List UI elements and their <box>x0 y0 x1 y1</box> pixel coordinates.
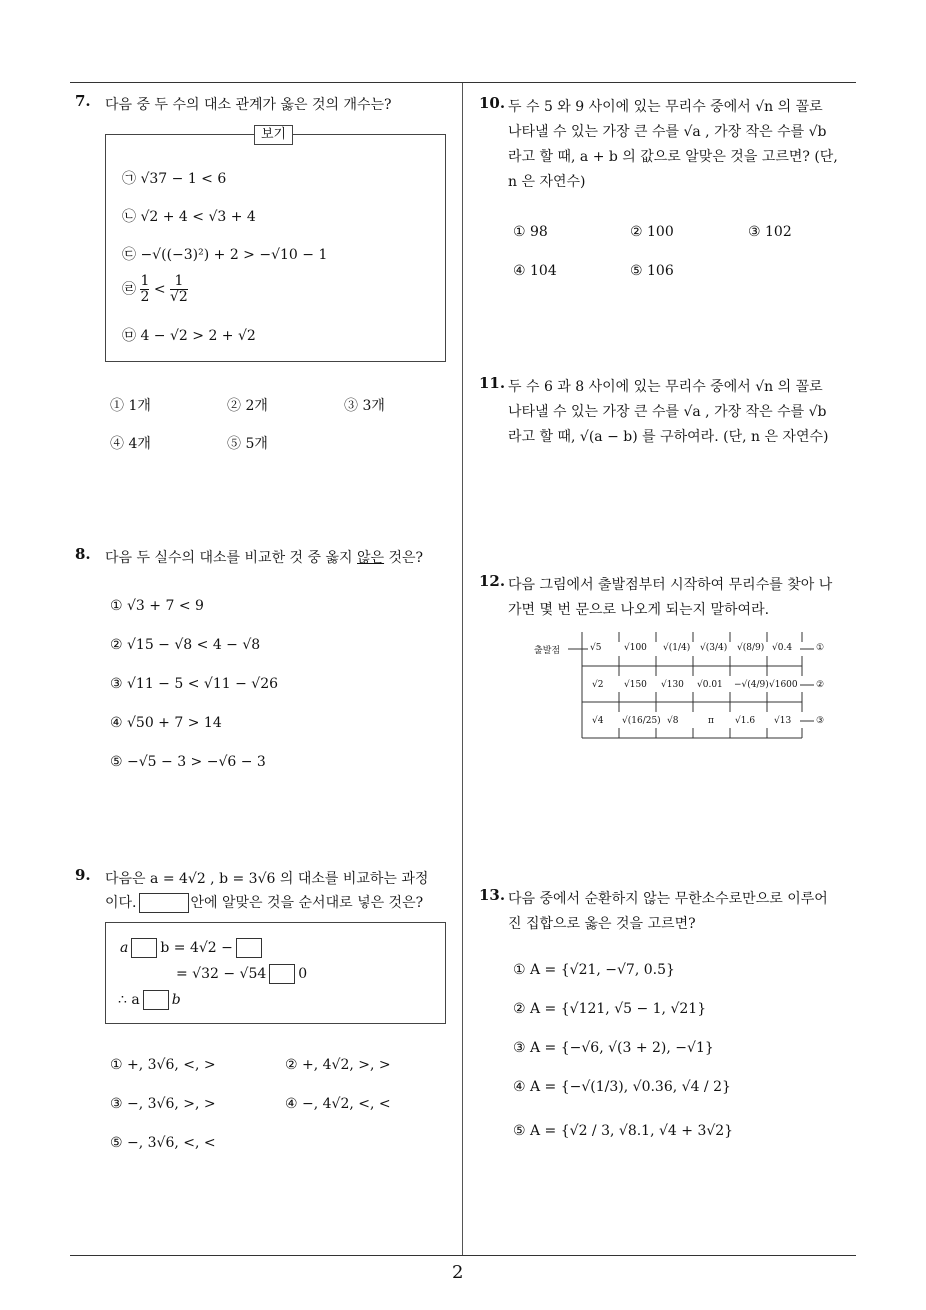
q9-box-l3-b: b <box>171 992 181 1008</box>
q8-text-after: 것은? <box>384 550 424 566</box>
bottom-rule <box>70 1255 856 1256</box>
q7-number: 7. <box>75 92 91 110</box>
q13-option-3[interactable]: ③ A = {−√6, √(3 + 2), −√1} <box>513 1040 714 1056</box>
q7-text: 다음 중 두 수의 대소 관계가 옳은 것의 개수는? <box>105 97 392 113</box>
q12-r1-c4: √(3/4) <box>700 643 728 653</box>
q8-option-2[interactable]: ② √15 − √8 < 4 − √8 <box>110 637 261 653</box>
q9-option-2[interactable]: ② +, 4√2, >, > <box>285 1057 391 1073</box>
q7-option-2[interactable]: ② 2개 <box>227 398 268 414</box>
q10-number: 10. <box>479 94 506 112</box>
q7-item-2: ㉡ √2 + 4 < √3 + 4 <box>122 209 256 225</box>
q9-line-2-after: 안에 알맞은 것을 순서대로 넣은 것은? <box>190 895 424 911</box>
column-divider <box>462 83 463 1256</box>
q8-option-1[interactable]: ① √3 + 7 < 9 <box>110 598 204 614</box>
q9-box-l3-a: ∴ a <box>118 992 140 1008</box>
q9-line-2 <box>105 892 423 913</box>
q7-option-1[interactable]: ① 1개 <box>110 398 151 414</box>
q11-line-1: 두 수 6 과 8 사이에 있는 무리수 중에서 √n 의 꼴로 <box>508 379 823 395</box>
q12-r2-c3: √130 <box>661 680 684 690</box>
q10-line-4: n 은 자연수) <box>508 174 586 190</box>
q9-box-line-1 <box>120 938 265 958</box>
q10-option-1[interactable]: ① 98 <box>513 224 548 240</box>
q11-line-2: 나타낼 수 있는 가장 큰 수를 √a , 가장 작은 수를 √b <box>508 404 827 420</box>
q11-number: 11. <box>479 374 506 392</box>
q7-option-4[interactable]: ④ 4개 <box>110 436 151 452</box>
q12-r2-c2: √150 <box>624 680 647 690</box>
q12-r2-c6: √1600 <box>769 680 798 690</box>
q9-box-l2-end: 0 <box>298 966 308 982</box>
q7-item-4-op: < <box>153 281 166 298</box>
q10-option-3[interactable]: ③ 102 <box>748 224 792 240</box>
q12-exit-1: ① <box>816 643 825 653</box>
q12-r1-c2: √100 <box>624 643 647 653</box>
q12-r1-c3: √(1/4) <box>663 643 691 653</box>
q9-box-line-3 <box>118 990 181 1010</box>
q12-r2-c5: −√(4/9) <box>734 680 769 690</box>
q13-line-2: 진 집합으로 옳은 것을 고르면? <box>508 916 696 932</box>
q7-item-5: ㉤ 4 − √2 > 2 + √2 <box>122 328 256 344</box>
q12-r3-c2: √(16/25) <box>622 716 661 726</box>
q9-box-l2: = √32 − √54 <box>176 966 267 982</box>
q12-r2-c1: √2 <box>592 680 604 690</box>
q12-exit-3: ③ <box>816 716 825 726</box>
q9-blank-box <box>139 893 189 913</box>
q13-number: 13. <box>479 886 506 904</box>
q7-item-4-frac1: $\frac{1}{2}$ <box>140 273 150 305</box>
q8-text-before: 다음 두 실수의 대소를 비교한 것 중 옳지 <box>105 550 357 566</box>
q12-r1-c1: √5 <box>590 643 602 653</box>
q9-box-line-2 <box>176 964 307 984</box>
q8-option-4[interactable]: ④ √50 + 7 > 14 <box>110 715 222 731</box>
q10-option-4[interactable]: ④ 104 <box>513 263 557 279</box>
q12-r1-c5: √(8/9) <box>737 643 765 653</box>
q12-exit-2: ② <box>816 680 825 690</box>
q12-start-label: 출발점 <box>534 646 561 656</box>
q8-option-3[interactable]: ③ √11 − 5 < √11 − √26 <box>110 676 279 692</box>
q9-blank-3 <box>269 964 295 984</box>
q7-option-5[interactable]: ⑤ 5개 <box>227 436 268 452</box>
q9-option-5[interactable]: ⑤ −, 3√6, <, < <box>110 1135 216 1151</box>
q9-line-1: 다음은 a = 4√2 , b = 3√6 의 대소를 비교하는 과정 <box>105 871 429 887</box>
q13-option-2[interactable]: ② A = {√121, √5 − 1, √21} <box>513 1001 707 1017</box>
q13-option-4[interactable]: ④ A = {−√(1/3), √0.36, √4 / 2} <box>513 1079 731 1095</box>
q10-option-2[interactable]: ② 100 <box>630 224 674 240</box>
q12-r1-c6: √0.4 <box>772 643 793 653</box>
q10-line-2: 나타낼 수 있는 가장 큰 수를 √a , 가장 작은 수를 √b <box>508 124 827 140</box>
q12-r3-c4: π <box>708 716 714 726</box>
q12-line-1: 다음 그림에서 출발점부터 시작하여 무리수를 찾아 나 <box>508 577 833 593</box>
q9-var-a: a <box>120 940 129 956</box>
q7-item-4-prefix: ㉣ <box>122 281 136 298</box>
q12-number: 12. <box>479 572 506 590</box>
q12-maze-diagram <box>532 630 832 740</box>
q9-box-l1-b: b = 4√2 − <box>160 940 233 956</box>
q7-bogi-label: 보기 <box>254 125 293 145</box>
q13-option-5[interactable]: ⑤ A = {√2 / 3, √8.1, √4 + 3√2} <box>513 1123 734 1139</box>
q13-option-1[interactable]: ① A = {√21, −√7, 0.5̇} <box>513 962 675 978</box>
q7-item-4-frac2: $\frac{1}{√2}$ <box>170 273 188 305</box>
q7-option-3[interactable]: ③ 3개 <box>344 398 385 414</box>
q8-number: 8. <box>75 545 91 563</box>
q11-line-3: 라고 할 때, √(a − b) 를 구하여라. (단, n 은 자연수) <box>508 429 829 445</box>
q7-item-3: ㉢ −√((−3)²) + 2 > −√10 − 1 <box>122 247 328 263</box>
q12-r3-c5: √1.6 <box>735 716 756 726</box>
page-number: 2 <box>452 1262 464 1283</box>
q12-line-2: 가면 몇 번 문으로 나오게 되는지 말하여라. <box>508 602 770 618</box>
q8-text-underline: 않은 <box>357 550 385 566</box>
q12-r3-c1: √4 <box>592 716 604 726</box>
q9-blank-4 <box>143 990 169 1010</box>
q13-line-1: 다음 중에서 순환하지 않는 무한소수로만으로 이루어 <box>508 891 828 907</box>
q7-item-4 <box>122 274 188 305</box>
q10-line-1: 두 수 5 와 9 사이에 있는 무리수 중에서 √n 의 꼴로 <box>508 99 823 115</box>
q9-option-4[interactable]: ④ −, 4√2, <, < <box>285 1096 391 1112</box>
q8-text <box>105 547 423 567</box>
q9-number: 9. <box>75 866 91 884</box>
q9-blank-1 <box>131 938 157 958</box>
q9-line-2-before: 이다. <box>105 895 137 911</box>
q10-option-5[interactable]: ⑤ 106 <box>630 263 674 279</box>
q12-r3-c6: √13 <box>774 716 792 726</box>
q12-r2-c4: √0.01 <box>697 680 723 690</box>
q9-blank-2 <box>236 938 262 958</box>
q9-option-1[interactable]: ① +, 3√6, <, > <box>110 1057 216 1073</box>
q12-r3-c3: √8 <box>667 716 679 726</box>
q9-option-3[interactable]: ③ −, 3√6, >, > <box>110 1096 216 1112</box>
q10-line-3: 라고 할 때, a + b 의 값으로 알맞은 것을 고르면? (단, <box>508 149 838 165</box>
q7-item-1: ㉠ √37 − 1 < 6 <box>122 171 227 187</box>
top-rule <box>70 82 856 83</box>
q8-option-5[interactable]: ⑤ −√5 − 3 > −√6 − 3 <box>110 754 266 770</box>
